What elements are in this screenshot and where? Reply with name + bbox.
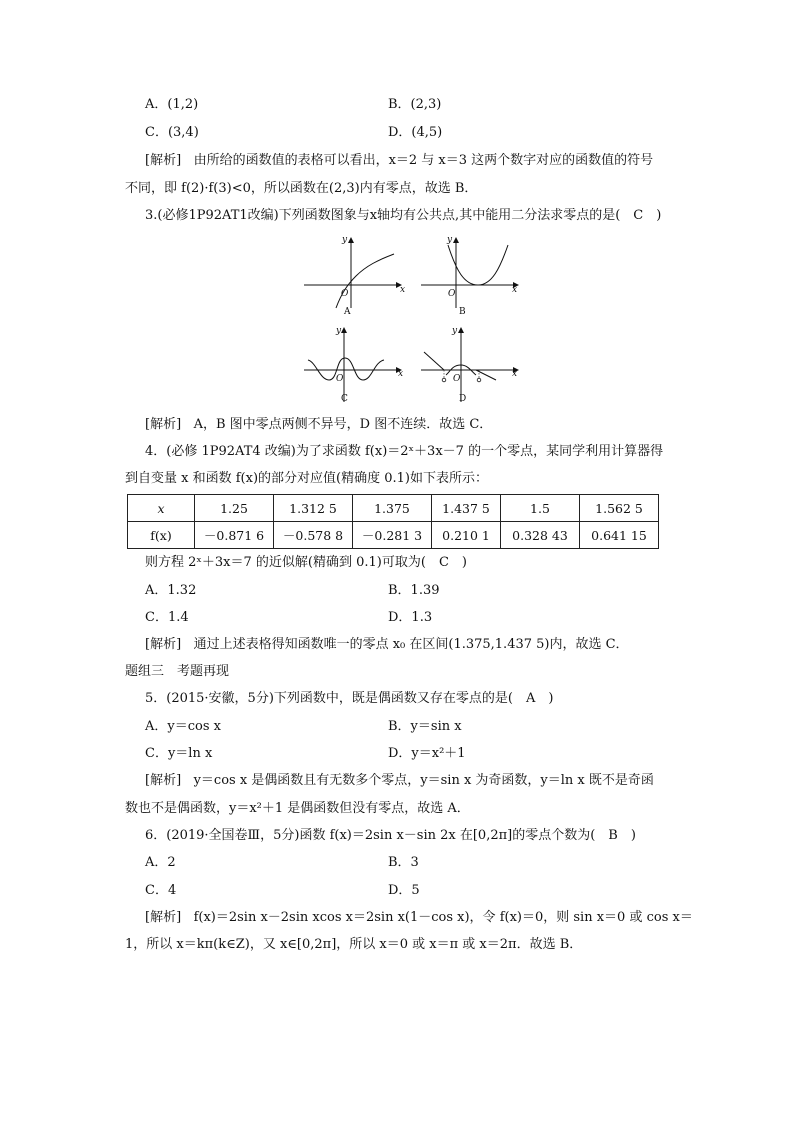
table-cell: 1.25 [195, 495, 274, 522]
q2-option-a: A．(1,2) [145, 97, 199, 112]
q2-option-c: C．(3,4) [145, 125, 199, 140]
q5-option-a: A．y＝cos x [145, 719, 221, 734]
graph-b-origin: O [448, 289, 456, 299]
analysis-text: A，B 图中零点两侧不异号，D 图不连续．故选 C． [193, 417, 493, 432]
q4-analysis [145, 636, 629, 654]
q5-analysis-line1 [145, 772, 654, 790]
graph-b-caption: B [459, 307, 466, 317]
graph-a-y-label: y [342, 235, 348, 245]
q5-option-c: C．y＝ln x [145, 746, 213, 761]
q4-option-d: D．1.3 [388, 610, 433, 625]
analysis-tag: [解析] [145, 910, 182, 925]
q2-option-b: B．(2,3) [388, 97, 442, 112]
graph-b [421, 238, 518, 308]
analysis-tag: [解析] [145, 417, 182, 432]
section-title: 题组三 考题再现 [125, 664, 230, 679]
graph-c-y-label: y [336, 326, 342, 336]
q3-analysis [145, 416, 492, 434]
q4-stem-line2: 到自变量 x 和函数 f(x)的部分对应值(精确度 0.1)如下表所示： [125, 471, 488, 486]
graph-d-y-label: y [452, 326, 458, 336]
q2-analysis-line1 [145, 152, 653, 170]
graph-a-origin: O [341, 289, 349, 299]
table-cell: －0.281 3 [353, 522, 432, 549]
table-cell: －0.871 6 [195, 522, 274, 549]
q6-option-b: B．3 [388, 855, 419, 870]
graph-c-x-label: x [398, 369, 404, 379]
graph-d [421, 328, 518, 402]
graph-c-origin: O [336, 374, 344, 384]
q5-stem: 5．(2015·安徽，5分)下列函数中，既是偶函数又存在零点的是( A ) [145, 691, 554, 706]
analysis-text: f(x)＝2sin x－2sin xcos x＝2sin x(1－cos x)，令 f(x)＝0，则 sin x＝0 或 cos x＝ [193, 910, 693, 925]
graph-a [304, 238, 401, 308]
table-row [128, 522, 659, 549]
table-cell: 1.312 5 [274, 495, 353, 522]
q4-stem-line1: 4．(必修 1P92AT4 改编)为了求函数 f(x)＝2ˣ＋3x－7 的一个零点，某同学利用计算器得 [145, 444, 664, 459]
q5-option-b: B．y＝sin x [388, 719, 462, 734]
analysis-tag: [解析] [145, 637, 182, 652]
table-cell: －0.578 8 [274, 522, 353, 549]
table-row [128, 495, 659, 522]
q5-analysis-line2: 数也不是偶函数，y＝x²＋1 是偶函数但没有零点，故选 A． [125, 801, 470, 816]
q6-option-d: D．5 [388, 883, 420, 898]
table-cell: 0.210 1 [432, 522, 501, 549]
analysis-tag: [解析] [145, 153, 182, 168]
table-cell: 1.5 [501, 495, 580, 522]
graph-c [304, 328, 404, 402]
q6-analysis-line1 [145, 909, 693, 927]
q5-option-d: D．y＝x²＋1 [388, 746, 466, 761]
analysis-tag: [解析] [145, 773, 182, 788]
q6-option-c: C．4 [145, 883, 177, 898]
q2-option-d: D．(4,5) [388, 125, 443, 140]
graph-a-x-label: x [400, 285, 406, 295]
table-cell: 0.641 15 [580, 522, 659, 549]
q4-option-b: B．1.39 [388, 583, 440, 598]
table-header-x: x [128, 495, 195, 522]
table-cell: 1.562 5 [580, 495, 659, 522]
graph-c-caption: C [341, 394, 348, 404]
analysis-text: 由所给的函数值的表格可以看出，x＝2 与 x＝3 这两个数字对应的函数值的符号 [193, 153, 654, 168]
graph-b-x-label: x [512, 285, 518, 295]
q4-option-a: A．1.32 [145, 583, 197, 598]
q4-value-table [127, 494, 659, 549]
q6-analysis-line2: 1，所以 x＝kπ(k∈Z)，又 x∈[0,2π]，所以 x＝0 或 x＝π 或 x＝2π．故选 B． [125, 937, 583, 952]
analysis-text: y＝cos x 是偶函数且有无数多个零点，y＝sin x 为奇函数，y＝ln x 既不是奇函 [193, 773, 654, 788]
table-cell: 0.328 43 [501, 522, 580, 549]
q3-stem: 3.(必修1P92AT1改编)下列函数图象与x轴均有公共点,其中能用二分法求零点的是( C ) [145, 208, 662, 223]
q4-question: 则方程 2ˣ＋3x＝7 的近似解(精确到 0.1)可取为( C ) [145, 555, 467, 570]
graph-d-x-label: x [512, 369, 518, 379]
q6-option-a: A．2 [145, 855, 176, 870]
table-header-fx: f(x) [128, 522, 195, 549]
graph-a-caption: A [344, 307, 351, 317]
q2-analysis-line2: 不同，即 f(2)·f(3)<0，所以函数在(2,3)内有零点，故选 B． [125, 181, 478, 196]
q3-graphs [296, 230, 526, 410]
q6-stem: 6．(2019·全国卷Ⅲ，5分)函数 f(x)＝2sin x－sin 2x 在[0,2π]的零点个数为( B ) [145, 828, 636, 843]
graph-d-caption: D [459, 394, 467, 404]
q4-option-c: C．1.4 [145, 610, 189, 625]
graph-d-origin: O [453, 374, 461, 384]
analysis-text: 通过上述表格得知函数唯一的零点 x₀ 在区间(1.375,1.437 5)内，故选 C． [193, 637, 629, 652]
table-cell: 1.375 [353, 495, 432, 522]
table-cell: 1.437 5 [432, 495, 501, 522]
graph-b-y-label: y [447, 235, 453, 245]
